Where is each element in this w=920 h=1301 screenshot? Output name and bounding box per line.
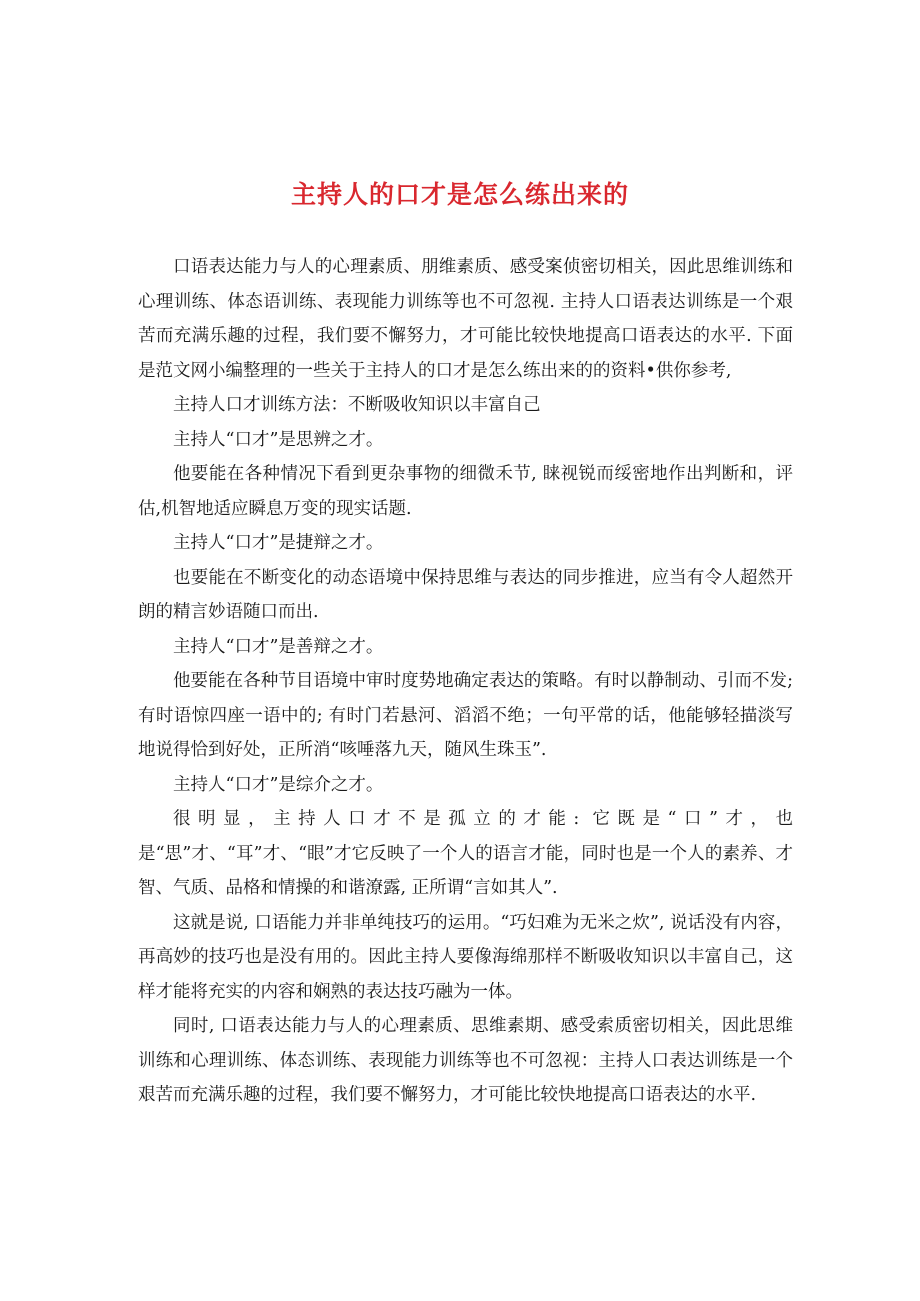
paragraph-intro: 口语表达能力与人的心理素质、朋维素质、感受案侦密切相关，因此思维训练和心理训练、体态语训练、表现能力训练等也不可忽视. 主持人口语表达训练是一个艰苦而充满乐趣的过程，我们要不懈努力，才可能比较快地提高口语表达的水平. 下面是范文网小编整理的一些关于主持人的口才是怎么练出来的的资料•供你参考, — [138, 257, 793, 381]
paragraph-subheading-sibian: 主持人“口才”是思辨之才。 — [173, 429, 384, 450]
page-title: 主持人的口才是怎么练出来的 — [290, 180, 629, 209]
paragraph-method-heading: 主持人口才训练方法：不断吸收知识以丰富自己 — [173, 395, 541, 415]
paragraph-conclusion: 同时, 口语表达能力与人的心理素质、思维素期、感受索质密切相关，因此思维训练和心理训练、体态训练、表现能力训练等也不可忽视：主持人口表达训练是一个艰苦而充满乐趣的过程，我们要不懈努力，才可能比较快地提高口语表达的水平. — [138, 1016, 793, 1105]
paragraph-shanbian-detail: 他要能在各种节目语境中审时度势地确定表达的策略。有时以静制动、引而不发; 有时语惊四座一语中的; 有时门若悬河、滔滔不绝；一句平常的话，他能够轻描淡写地说得恰到好处，正所消“咳唾落九天，随风生珠玉”. — [138, 671, 793, 760]
paragraph-sibian-detail: 他要能在各种情况下看到更杂事物的细微禾节, 睐视锐而绥密地作出判断和，评估,机智地适应瞬息万变的现实话题. — [138, 464, 793, 519]
paragraph-jiebian-detail: 也要能在不断变化的动态语境中保持思维与表达的同步推进，应当有令人超然开朗的精言妙语随口而出. — [138, 567, 793, 622]
paragraph-subheading-zonghe: 主持人“口才”是综介之才。 — [173, 774, 384, 795]
paragraph-subheading-shanbian: 主持人“口才”是善辩之才。 — [173, 636, 384, 657]
paragraph-subheading-jiebian: 主持人“口才”是捷辩之才。 — [173, 533, 384, 553]
paragraph-zonghe-detail: 很明显，主持人口才不是孤立的才能: 它既是“口”才，也是“思”才、“耳”才、“眼”才它反映了一个人的语言才能，同时也是一个人的素养、才智、气质、品格和情操的和谐潦露, 正所谓“言如其人”. — [138, 809, 793, 898]
paragraph-knowledge: 这就是说, 口语能力并非单纯技巧的运用。“巧妇难为无米之炊”, 说话没有内容，再高妙的技巧也是没有用的。因此主持人要像海绵那样不断吸收知识以丰富自己，这样才能将充实的内容和娴熟的表达技巧融为一体。 — [138, 912, 793, 1002]
article-body — [138, 250, 793, 1113]
